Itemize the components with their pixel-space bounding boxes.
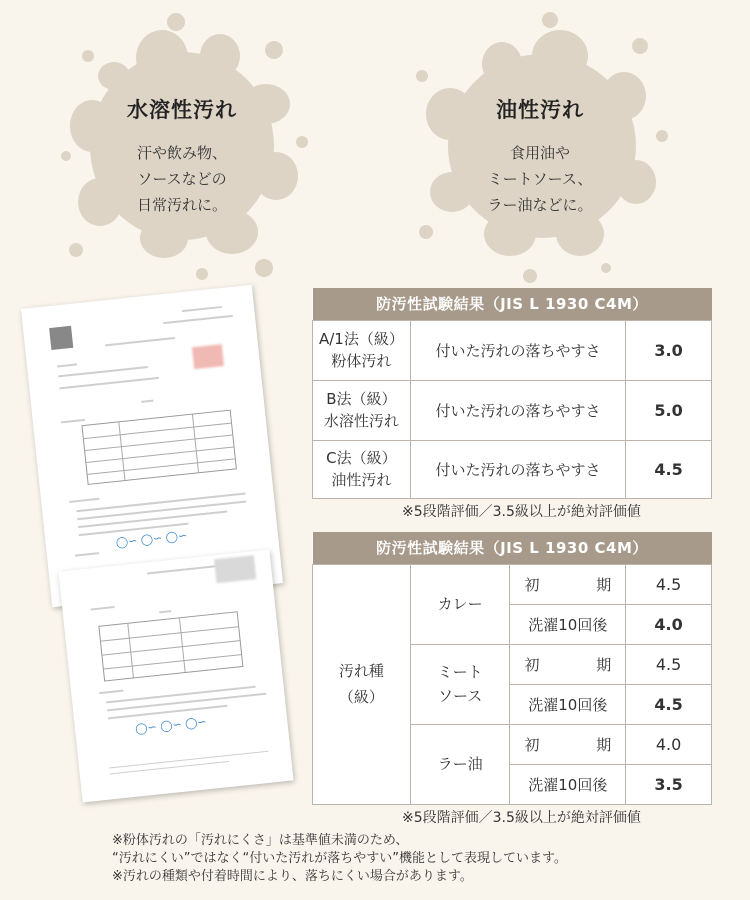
table-row (313, 380, 712, 440)
oil-stain-title: 油性汚れ (496, 98, 584, 122)
wash-durability-results-table (312, 532, 712, 805)
certificate-table (98, 611, 243, 681)
grade-value-cell: 3.5 (626, 764, 712, 804)
table-title: 防汚性試験結果（JIS L 1930 C4M） (313, 288, 712, 320)
grade-value-cell: 5.0 (626, 380, 712, 440)
grade-value-cell: 4.5 (626, 684, 712, 724)
qr-code-icon (49, 326, 73, 350)
stamp-blur (214, 555, 256, 583)
grade-value-cell: 4.5 (626, 644, 712, 684)
phase-initial-cell: 初 期 (510, 564, 626, 604)
test-method-cell: A/1法（級） 粉体汚れ (313, 320, 411, 380)
table-row (313, 564, 712, 604)
grade-value-cell: 4.0 (626, 604, 712, 644)
wash-symbol-icons: ◯∽ ◯∽ ◯∽ (115, 528, 188, 550)
rating-note: ※5段階評価／3.5級以上が絶対評価値 (402, 504, 641, 520)
test-method-cell: B法（級） 水溶性汚れ (313, 380, 411, 440)
phase-washed-cell: 洗濯10回後 (510, 684, 626, 724)
wash-symbol-icons: ◯∽ ◯∽ ◯∽ (134, 715, 208, 736)
footnote-line: “汚れにくい”ではなく“付いた汚れが落ちやすい”機能として表現しています。 (112, 851, 567, 866)
table-row (313, 440, 712, 498)
stain-item-cell: カレー (410, 564, 510, 644)
test-item-cell: 付いた汚れの落ちやすさ (410, 320, 625, 380)
stain-type-cell: 汚れ種 （級） (313, 564, 411, 804)
test-certificate-page-2 (58, 550, 293, 803)
certificate-table (81, 410, 236, 485)
phase-initial-cell: 初 期 (510, 644, 626, 684)
footnote-line: ※汚れの種類や付着時間により、落ちにくい場合があります。 (112, 869, 473, 884)
footnote-line: ※粉体汚れの「汚れにくさ」は基準値未満のため、 (112, 833, 409, 848)
grade-value-cell: 3.0 (626, 320, 712, 380)
water-stain-description: 汗や飲み物、 ソースなどの 日常汚れに。 (136, 144, 227, 214)
stain-item-cell: ミート ソース (410, 644, 510, 724)
grade-value-cell: 4.5 (626, 564, 712, 604)
stain-test-results-table (312, 288, 712, 499)
water-stain-splash (52, 6, 312, 286)
table-title: 防汚性試験結果（JIS L 1930 C4M） (313, 532, 712, 564)
stain-item-cell: ラー油 (410, 724, 510, 804)
test-item-cell: 付いた汚れの落ちやすさ (410, 380, 625, 440)
test-item-cell: 付いた汚れの落ちやすさ (410, 440, 625, 498)
phase-washed-cell: 洗濯10回後 (510, 604, 626, 644)
table-row (313, 320, 712, 380)
oil-stain-description: 食用油や ミートソース、 ラー油などに。 (487, 144, 593, 214)
stamp-blur (192, 344, 224, 369)
oil-stain-splash (410, 6, 670, 286)
footnotes (112, 832, 567, 886)
phase-initial-cell: 初 期 (510, 724, 626, 764)
test-method-cell: C法（級） 油性汚れ (313, 440, 411, 498)
grade-value-cell: 4.5 (626, 440, 712, 498)
grade-value-cell: 4.0 (626, 724, 712, 764)
phase-washed-cell: 洗濯10回後 (510, 764, 626, 804)
rating-note: ※5段階評価／3.5級以上が絶対評価値 (402, 810, 641, 826)
water-stain-title: 水溶性汚れ (127, 98, 237, 122)
